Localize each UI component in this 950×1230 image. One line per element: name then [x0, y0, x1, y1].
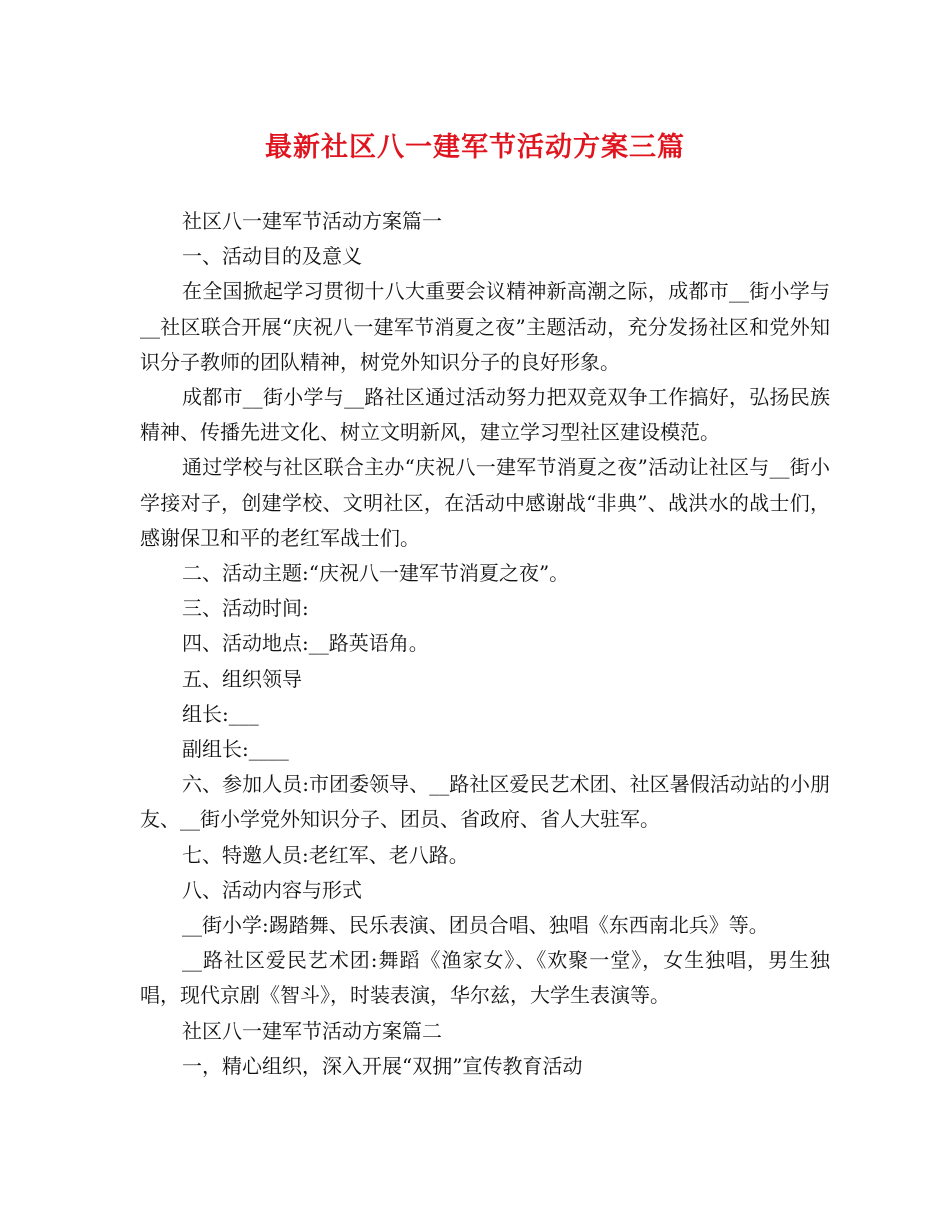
participants-paragraph: 六、参加人员:市团委领导、__路社区爱民艺术团、社区暑假活动站的小朋友、__街小学党外知识分子、团员、省政府、省人大驻军。	[140, 772, 830, 832]
section-heading-purpose: 一、活动目的及意义	[182, 244, 362, 269]
section-heading-location: 四、活动地点:__路英语角。	[182, 631, 429, 656]
section-heading-time: 三、活动时间:	[182, 596, 309, 621]
document-body	[140, 204, 830, 1084]
section-heading-plan-one: 社区八一建军节活动方案篇一	[182, 209, 442, 233]
community-program-paragraph: __路社区爱民艺术团:舞蹈《渔家女》、《欢聚一堂》，女生独唱，男生独唱，现代京剧《智斗》，时装表演，华尔兹，大学生表演等。	[140, 948, 830, 1008]
section-heading-theme: 二、活动主题:“庆祝八一建军节消夏之夜”。	[182, 561, 570, 586]
paragraph: 通过学校与社区联合主办“庆祝八一建军节消夏之夜”活动让社区与__街小学接对子，创建学校、文明社区，在活动中感谢战“非典”、战洪水的战士们，感谢保卫和平的老红军战士们。	[140, 455, 830, 550]
special-guests-line: 七、特邀人员:老红军、老八路。	[182, 842, 469, 867]
school-program-line: __街小学:踢踏舞、民乐表演、团员合唱、独唱《东西南北兵》等。	[182, 913, 769, 938]
paragraph: 在全国掀起学习贯彻十八大重要会议精神新高潮之际，成都市__街小学与__社区联合开展“庆祝八一建军节消夏之夜”主题活动，充分发扬社区和党外知识分子教师的团队精神，树党外知识分子的良好形象。	[140, 279, 830, 374]
document-title: 最新社区八一建军节活动方案三篇	[265, 132, 685, 163]
section-heading-plan-two: 社区八一建军节活动方案篇二	[182, 1018, 442, 1043]
section-heading-content: 八、活动内容与形式	[182, 877, 362, 902]
paragraph: 成都市__街小学与__路社区通过活动努力把双竞双争工作搞好，弘扬民族精神、传播先进文化、树立文明新风，建立学习型社区建设模范。	[140, 385, 830, 445]
section-heading-leadership: 五、组织领导	[182, 666, 302, 691]
leader-line: 组长:___	[182, 701, 259, 726]
section-heading-organize: 一，精心组织，深入开展“双拥”宣传教育活动	[182, 1053, 583, 1078]
deputy-leader-line: 副组长:____	[182, 737, 289, 762]
